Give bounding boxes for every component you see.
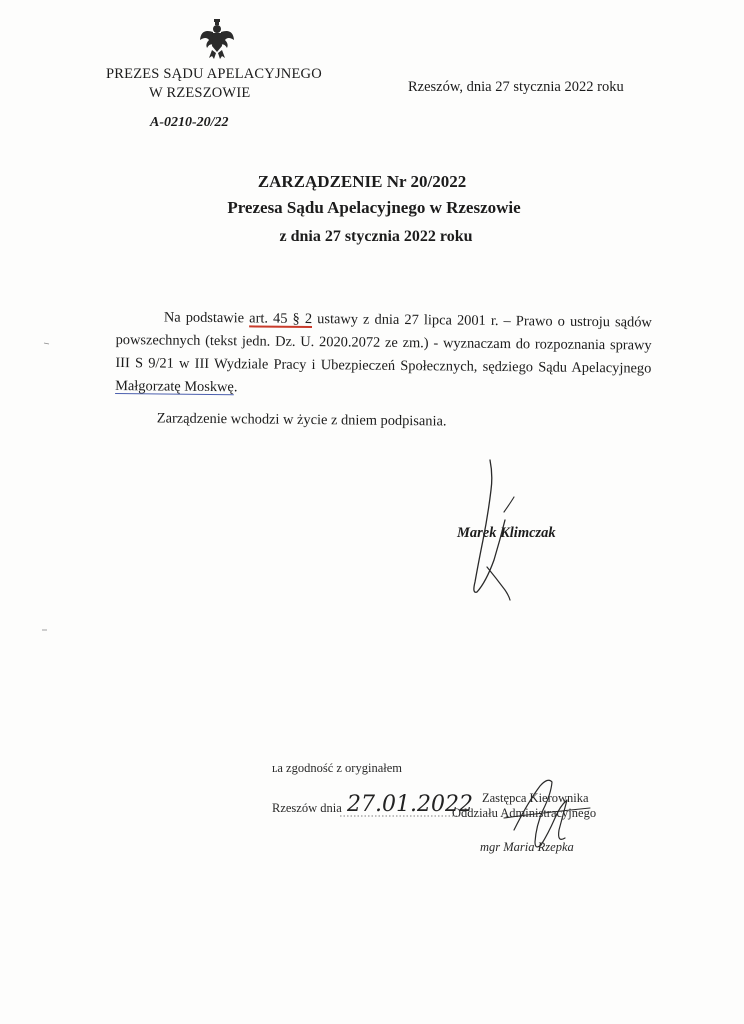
judge-name: Małgorzatę Moskwę — [115, 377, 234, 396]
body-text-start: Na podstawie — [163, 309, 250, 327]
place-and-date: Rzeszów, dnia 27 stycznia 2022 roku — [408, 79, 624, 95]
deputy-title-line-1: Zastępca Kierownika — [482, 791, 589, 805]
deputy-title-line-2: Oddziału Administracyjnego — [452, 806, 597, 820]
certification-note: ʟa zgodność z oryginałem — [272, 761, 402, 775]
body-text-middle: ustawy z dnia 27 lipca 2001 r. – Prawo o ustroju sądów powszechnych (tekst jedn. Dz. U. 2020.2072 ze zm.) - wyznaczam do rozpoznania sprawy III S 9/21 w III Wydziale Pracy i Ubezpieczeń Społecznych, sędziego Sądu Apelacyjnego — [115, 311, 652, 377]
document-date: z dnia 27 stycznia 2022 roku — [279, 228, 473, 245]
body-paragraph-closing: Zarządzenie wchodzi w życie z dniem podpisania. — [156, 410, 447, 430]
court-name-line-1: PREZES SĄDU APELACYJNEGO — [106, 66, 322, 82]
body-text-end: . — [233, 379, 238, 396]
court-name-line-2: W RZESZOWIE — [149, 85, 251, 101]
document-title: ZARZĄDZENIE Nr 20/2022 — [257, 172, 467, 191]
legal-basis-link[interactable]: art. 45 § 2 — [249, 310, 313, 328]
document-issuer: Prezesa Sądu Apelacyjnego w Rzeszowie — [227, 198, 521, 217]
document-body — [115, 306, 652, 436]
deputy-name: mgr Maria Rzepka — [480, 840, 574, 854]
eagle-emblem-icon — [198, 18, 236, 60]
certification-place: Rzeszów dnia — [272, 801, 342, 815]
reference-number: A-0210-20/22 — [150, 115, 229, 130]
signature-scribble-flourish — [504, 497, 514, 512]
scan-mark — [44, 343, 49, 344]
signer-name: Marek Klimczak — [457, 525, 556, 541]
signature-scribble-hook — [487, 567, 510, 600]
body-paragraph-main — [115, 306, 652, 404]
certification-handwritten-date: 27.01.2022 — [347, 792, 473, 817]
